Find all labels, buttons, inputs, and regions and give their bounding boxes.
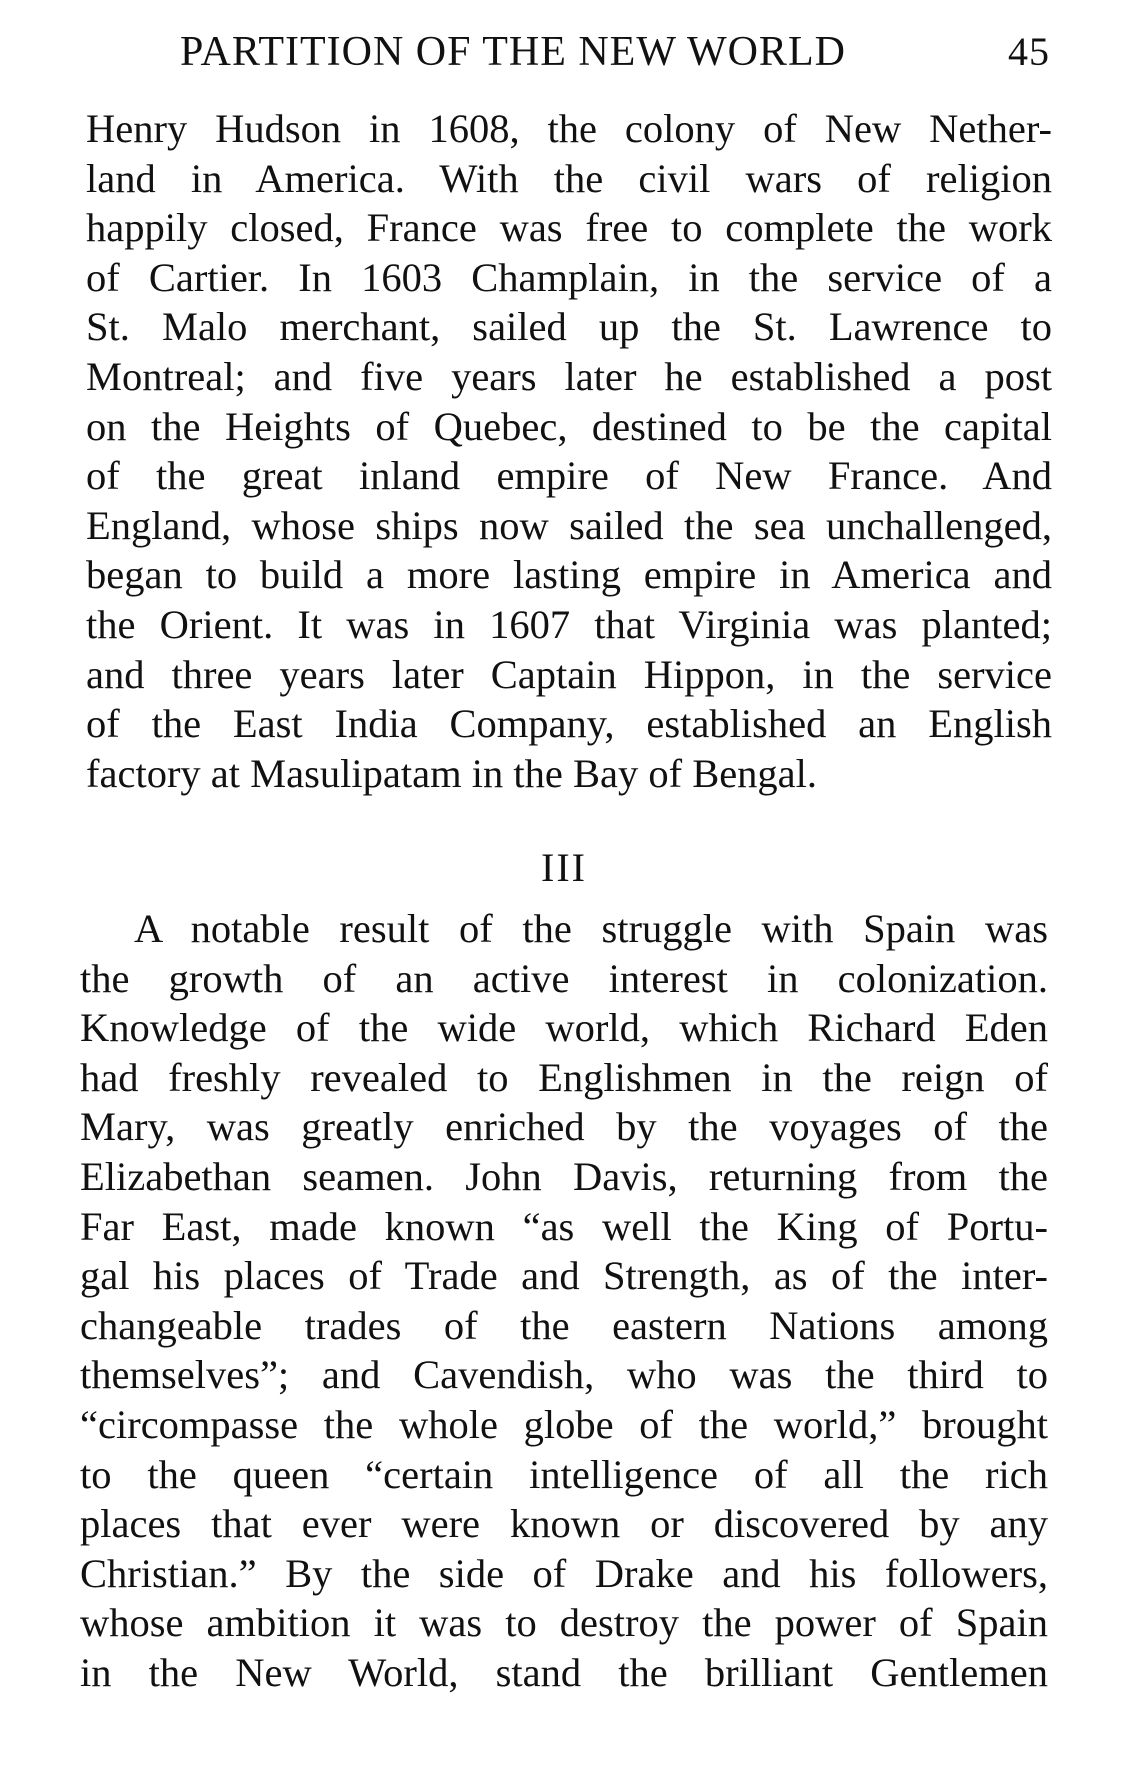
text-line: land in America. With the civil wars of religion — [86, 155, 1052, 201]
page-number: 45 — [1008, 29, 1050, 74]
text-line: began to build a more lasting empire in America and — [86, 552, 1052, 598]
text-line: Christian.” By the side of Drake and his followers, — [80, 1550, 1048, 1596]
section-heading: III — [541, 845, 587, 890]
text-line: places that ever were known or discovered by any — [80, 1501, 1048, 1547]
text-line: happily closed, France was free to complete the work — [86, 205, 1052, 251]
text-line: factory at Masulipatam in the Bay of Bengal. — [86, 750, 818, 796]
text-line: A notable result of the struggle with Spain was — [134, 906, 1048, 951]
paragraph-2 — [80, 904, 1048, 1698]
text-line: of the great inland empire of New France. And — [86, 453, 1052, 499]
text-line: Knowledge of the wide world, which Richard Eden — [80, 1005, 1048, 1051]
text-line: whose ambition it was to destroy the power of Spain — [80, 1600, 1048, 1646]
text-line: and three years later Captain Hippon, in the service — [86, 651, 1052, 697]
text-line: Montreal; and five years later he established a post — [86, 353, 1052, 399]
text-line: England, whose ships now sailed the sea unchallenged, — [86, 502, 1052, 548]
text-line: St. Malo merchant, sailed up the St. Lawrence to — [86, 304, 1052, 350]
running-header — [180, 28, 1050, 78]
text-line: “circompasse the whole globe of the world,” brought — [80, 1401, 1048, 1447]
text-line: gal his places of Trade and Strength, as of the inter- — [80, 1253, 1048, 1299]
text-line: themselves”; and Cavendish, who was the third to — [80, 1352, 1048, 1398]
text-line: to the queen “certain intelligence of all the rich — [80, 1451, 1048, 1497]
text-line: Mary, was greatly enriched by the voyages of the — [80, 1104, 1048, 1150]
text-line: Elizabethan seamen. John Davis, returning from the — [80, 1153, 1048, 1199]
text-line: Henry Hudson in 1608, the colony of New Nether- — [86, 106, 1052, 151]
text-line: of Cartier. In 1603 Champlain, in the service of a — [86, 254, 1052, 300]
text-line: the Orient. It was in 1607 that Virginia was planted; — [86, 601, 1052, 647]
running-title: PARTITION OF THE NEW WORLD — [180, 29, 846, 75]
text-line: had freshly revealed to Englishmen in the reign of — [80, 1054, 1048, 1100]
text-line: on the Heights of Quebec, destined to be the capital — [86, 403, 1052, 449]
text-line: the growth of an active interest in colonization. — [80, 955, 1048, 1001]
text-line: of the East India Company, established an English — [86, 701, 1052, 747]
text-line: changeable trades of the eastern Nations among — [80, 1302, 1048, 1348]
paragraph-1 — [86, 104, 1052, 798]
text-line: Far East, made known “as well the King of Portu- — [80, 1203, 1048, 1249]
text-line: in the New World, stand the brilliant Gentlemen — [80, 1649, 1048, 1695]
